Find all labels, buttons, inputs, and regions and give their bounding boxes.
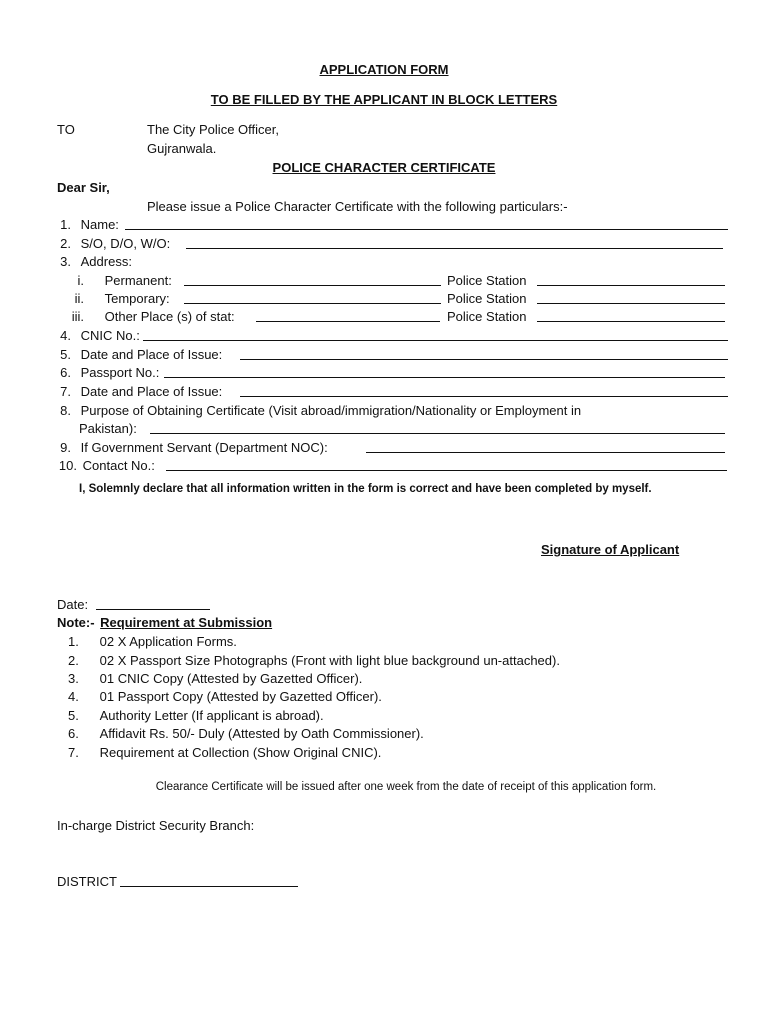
field-number: 4. — [60, 328, 71, 343]
field-number: 9. — [60, 440, 71, 455]
addressee-line1: The City Police Officer, — [147, 122, 279, 137]
other-place-label: Other Place (s) of stat: — [104, 309, 235, 324]
field-number: 1. — [60, 217, 71, 232]
incharge-label: In-charge District Security Branch: — [57, 818, 255, 833]
parent-input-line[interactable] — [186, 237, 723, 249]
district-input-line[interactable] — [120, 875, 298, 887]
field-number: 3. — [60, 254, 71, 269]
salutation: Dear Sir, — [57, 180, 110, 195]
intro-text: Please issue a Police Character Certificate with the following particulars:- — [147, 199, 568, 214]
list-item — [68, 726, 424, 741]
form-title: APPLICATION FORM — [319, 62, 449, 77]
other-place-input-line[interactable] — [256, 310, 440, 322]
other-station-input-line[interactable] — [537, 310, 725, 322]
field-number: 7. — [60, 384, 71, 399]
addressee-line2: Gujranwala. — [147, 141, 217, 156]
permanent-input-line[interactable] — [184, 274, 441, 286]
list-number: 3. — [68, 671, 79, 686]
list-number: 5. — [68, 708, 79, 723]
cnic-issue-input-line[interactable] — [240, 348, 728, 360]
address-other-row — [68, 309, 235, 324]
list-item — [68, 653, 560, 668]
cnic-input-line[interactable] — [143, 329, 728, 341]
permanent-label: Permanent: — [104, 273, 172, 288]
field-number: 6. — [60, 365, 71, 380]
clearance-note: Clearance Certificate will be issued after one week from the date of receipt of this application form. — [155, 781, 657, 793]
field-purpose-label: Purpose of Obtaining Certificate (Visit abroad/immigration/Nationality or Employment in — [80, 403, 582, 418]
temporary-input-line[interactable] — [184, 292, 441, 304]
address-temporary-row — [68, 291, 170, 306]
contact-input-line[interactable] — [166, 459, 727, 471]
field-number: 2. — [60, 236, 71, 251]
field-contact-label: Contact No.: — [82, 458, 155, 473]
permanent-station-label: Police Station — [447, 273, 527, 288]
list-item — [68, 671, 362, 686]
list-number: 2. — [68, 653, 79, 668]
field-cnic-issue-row — [57, 347, 222, 362]
field-cnic-label: CNIC No.: — [80, 328, 140, 343]
field-passport-issue-row — [57, 384, 222, 399]
government-input-line[interactable] — [366, 441, 725, 453]
list-text: 01 CNIC Copy (Attested by Gazetted Officer). — [99, 671, 363, 686]
address-permanent-row — [68, 273, 172, 288]
field-parent-label: S/O, D/O, W/O: — [80, 236, 171, 251]
sub-number: i. — [77, 273, 84, 288]
field-purpose-label-cont: Pakistan): — [79, 421, 137, 436]
field-number: 5. — [60, 347, 71, 362]
sub-number: ii. — [74, 291, 84, 306]
other-station-label: Police Station — [447, 309, 527, 324]
field-purpose-row — [57, 403, 581, 418]
certificate-title: POLICE CHARACTER CERTIFICATE — [272, 160, 496, 175]
field-number: 10. — [58, 458, 77, 473]
note-prefix: Note:- — [57, 615, 95, 630]
list-number: 6. — [68, 726, 79, 741]
list-text: 02 X Application Forms. — [99, 634, 237, 649]
temporary-station-label: Police Station — [447, 291, 527, 306]
list-item — [68, 634, 237, 649]
field-contact-row — [57, 458, 155, 473]
list-number: 1. — [68, 634, 79, 649]
passport-input-line[interactable] — [164, 366, 725, 378]
list-number: 7. — [68, 745, 79, 760]
list-text: 01 Passport Copy (Attested by Gazetted Officer). — [99, 689, 382, 704]
purpose-input-line[interactable] — [150, 422, 725, 434]
field-address-label: Address: — [80, 254, 132, 269]
list-item — [68, 708, 324, 723]
signature-label: Signature of Applicant — [541, 542, 680, 557]
field-passport-issue-label: Date and Place of Issue: — [80, 384, 223, 399]
field-passport-row — [57, 365, 159, 380]
note-heading-row — [57, 615, 272, 630]
field-government-row — [57, 440, 328, 455]
field-passport-label: Passport No.: — [80, 365, 160, 380]
field-government-label: If Government Servant (Department NOC): — [80, 440, 328, 455]
list-text: Authority Letter (If applicant is abroad). — [99, 708, 324, 723]
note-heading: Requirement at Submission — [100, 615, 273, 630]
field-name-row — [57, 217, 119, 232]
name-input-line[interactable] — [125, 218, 728, 230]
sub-number: iii. — [71, 309, 84, 324]
field-address-row — [57, 254, 132, 269]
declaration-text: I, Solemnly declare that all information written in the form is correct and have been completed by myself. — [79, 483, 652, 495]
field-cnic-row — [57, 328, 140, 343]
list-item — [68, 745, 381, 760]
date-label: Date: — [57, 597, 89, 612]
temporary-station-input-line[interactable] — [537, 292, 725, 304]
to-label: TO — [57, 122, 75, 137]
field-cnic-issue-label: Date and Place of Issue: — [80, 347, 223, 362]
list-text: 02 X Passport Size Photographs (Front with light blue background un-attached). — [99, 653, 560, 668]
temporary-label: Temporary: — [104, 291, 170, 306]
form-subtitle: TO BE FILLED BY THE APPLICANT IN BLOCK LETTERS — [210, 92, 558, 107]
list-item — [68, 689, 382, 704]
district-label: DISTRICT — [57, 874, 117, 889]
field-parent-row — [57, 236, 170, 251]
field-name-label: Name: — [80, 217, 119, 232]
list-number: 4. — [68, 689, 79, 704]
list-text: Affidavit Rs. 50/- Duly (Attested by Oath Commissioner). — [99, 726, 424, 741]
passport-issue-input-line[interactable] — [240, 385, 728, 397]
permanent-station-input-line[interactable] — [537, 274, 725, 286]
date-input-line[interactable] — [96, 598, 210, 610]
field-number: 8. — [60, 403, 71, 418]
list-text: Requirement at Collection (Show Original CNIC). — [99, 745, 382, 760]
